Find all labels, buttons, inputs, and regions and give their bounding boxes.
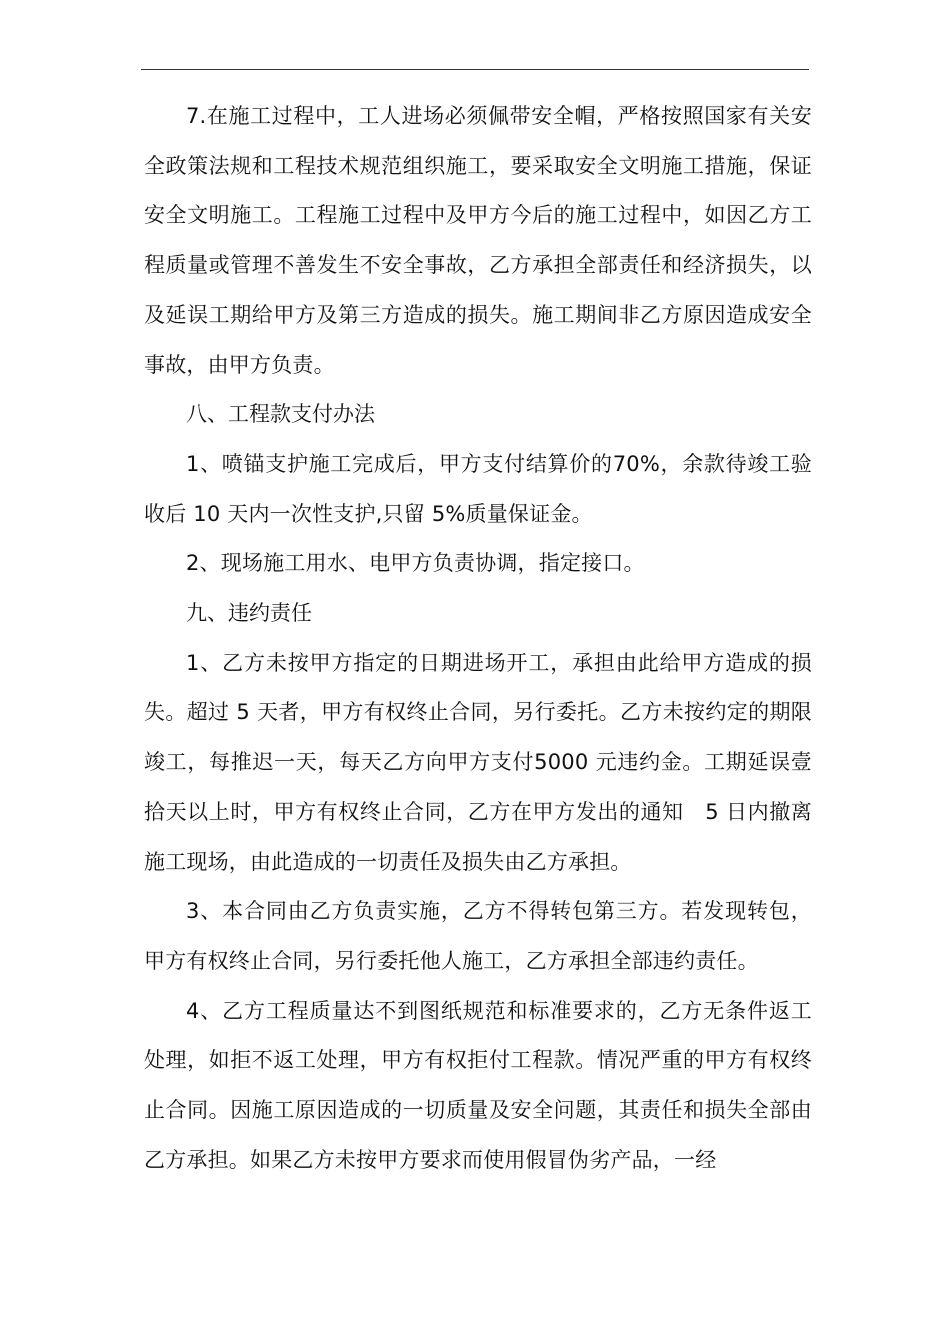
paragraph-liability-1: 1、乙方未按甲方指定的日期进场开工，承担由此给甲方造成的损失。超过 5 天者，甲方有权终止合同，另行委托。乙方未按约定的期限竣工，每推迟一天，每天乙方向甲方支付5000 元违约金。工期延误壹拾天以上时，甲方有权终止合同，乙方在甲方发出的通知 5 日内撤离施工现场，由此造成的一切责任及损失由乙方承担。 bbox=[144, 650, 812, 874]
header-rule bbox=[141, 69, 809, 70]
document-body bbox=[144, 92, 812, 1185]
paragraph-safety-clause: 7.在施工过程中，工人进场必须佩带安全帽，严格按照国家有关安全政策法规和工程技术规范组织施工，要采取安全文明施工措施，保证安全文明施工。工程施工过程中及甲方今后的施工过程中，如因乙方工程质量或管理不善发生不安全事故，乙方承担全部责任和经济损失，以及延误工期给甲方及第三方造成的损失。施工期间非乙方原因造成安全事故，由甲方负责。 bbox=[144, 104, 812, 377]
section-heading-liability: 九、违约责任 bbox=[186, 601, 312, 626]
paragraph-payment-1: 1、喷锚支护施工完成后，甲方支付结算价的70%，余款待竣工验收后 10 天内一次性支护,只留 5%质量保证金。 bbox=[144, 451, 812, 526]
paragraph-payment-2: 2、现场施工用水、电甲方负责协调，指定接口。 bbox=[186, 551, 645, 576]
section-heading-payment: 八、工程款支付办法 bbox=[186, 402, 375, 427]
paragraph-liability-3: 3、本合同由乙方负责实施，乙方不得转包第三方。若发现转包，甲方有权终止合同，另行委托他人施工，乙方承担全部违约责任。 bbox=[144, 899, 812, 973]
paragraph-liability-4: 4、乙方工程质量达不到图纸规范和标准要求的，乙方无条件返工处理，如拒不返工处理，甲方有权拒付工程款。情况严重的甲方有权终止合同。因施工原因造成的一切质量及安全问题，其责任和损失全部由乙方承担。如果乙方未按甲方要求而使用假冒伪劣产品，一经 bbox=[144, 998, 812, 1172]
